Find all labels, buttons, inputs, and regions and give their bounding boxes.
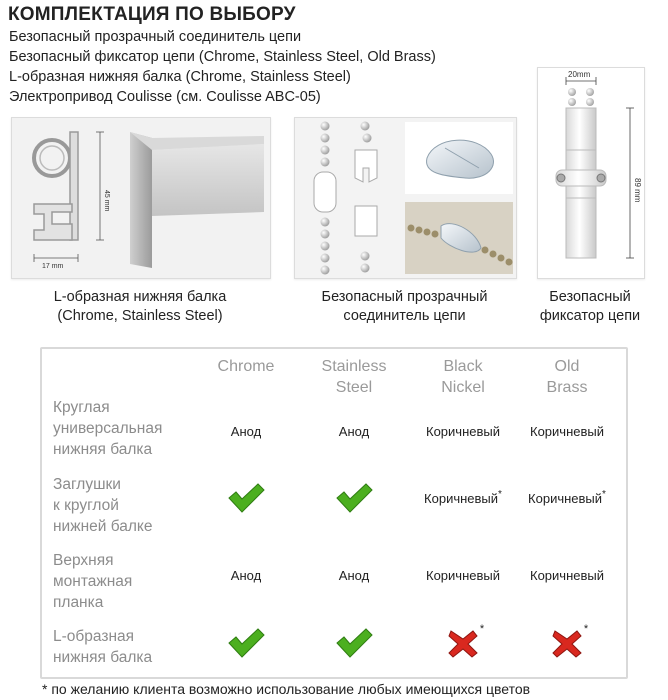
column-header-chrome: Chrome [217,358,275,375]
intro-line: Электропривод Coulisse (см. Coulisse ABC-05) [9,89,321,105]
table-cell [413,489,513,506]
check-icon [226,482,266,514]
table-cell [304,568,404,583]
cell-text: Коричневый [530,568,604,583]
cell-text: Коричневый [530,424,604,439]
column-header-old-brass: Old Brass [546,358,588,396]
stopper-caption: Безопасный фиксатор цепи [539,289,641,324]
column-header-black-nickel: Black Nickel [441,358,485,396]
connector-photo [294,117,517,279]
stopper-photo [537,67,645,279]
footnote: * по желанию клиента возможно использование любых имеющихся цветов [42,681,531,697]
footnote-asterisk: * [602,489,606,500]
table-cell [517,568,617,583]
cell-text: Коричневый [426,568,500,583]
table-cell [304,424,404,439]
intro-line: Безопасный фиксатор цепи (Chrome, Stainless Steel, Old Brass) [9,49,436,65]
row-label-end-caps: Заглушки к круглой нижней балке [53,476,153,535]
rail-caption: L-образная нижняя балка (Chrome, Stainless Steel) [53,289,227,324]
row-label-top-plate: Верхняя монтажная планка [53,552,133,611]
row-label-l-rail: L-образная нижняя балка [53,628,153,666]
cell-text: Анод [338,568,370,583]
rail-photo [11,117,271,279]
stopper-height-dim: 89 mm [633,178,642,203]
page-title: КОМПЛЕКТАЦИЯ ПО ВЫБОРУ [8,4,296,25]
table-cell [413,424,513,439]
cell-text: Коричневый [424,491,499,506]
rail-width-dim: 17 mm [42,263,64,270]
table-cell [196,424,296,439]
cell-text: Коричневый [426,424,500,439]
table-cell [413,568,513,583]
table-cell [517,489,617,506]
footnote-asterisk: * [583,623,589,635]
connector-caption: Безопасный прозрачный соединитель цепи [321,289,488,324]
footnote-asterisk: * [479,623,485,635]
cell-text: Коричневый [528,491,603,506]
check-icon [334,482,374,514]
column-header-stainless-steel: Stainless Steel [321,358,387,396]
table-cell [196,568,296,583]
check-icon [334,627,374,659]
row-label-round-rail: Круглая универсальная нижняя балка [53,399,163,458]
cell-text: Анод [338,424,370,439]
cell-text: Анод [230,424,262,439]
intro-line: Безопасный прозрачный соединитель цепи [9,29,302,45]
rail-height-dim: 45 mm [103,190,110,212]
intro-line: L-образная нижняя балка (Chrome, Stainless Steel) [9,69,351,85]
cell-text: Анод [230,568,262,583]
stopper-width-dim: 20mm [568,70,591,79]
check-icon [226,627,266,659]
intro-list [9,27,436,107]
footnote-asterisk: * [498,489,502,500]
table-cell [517,424,617,439]
